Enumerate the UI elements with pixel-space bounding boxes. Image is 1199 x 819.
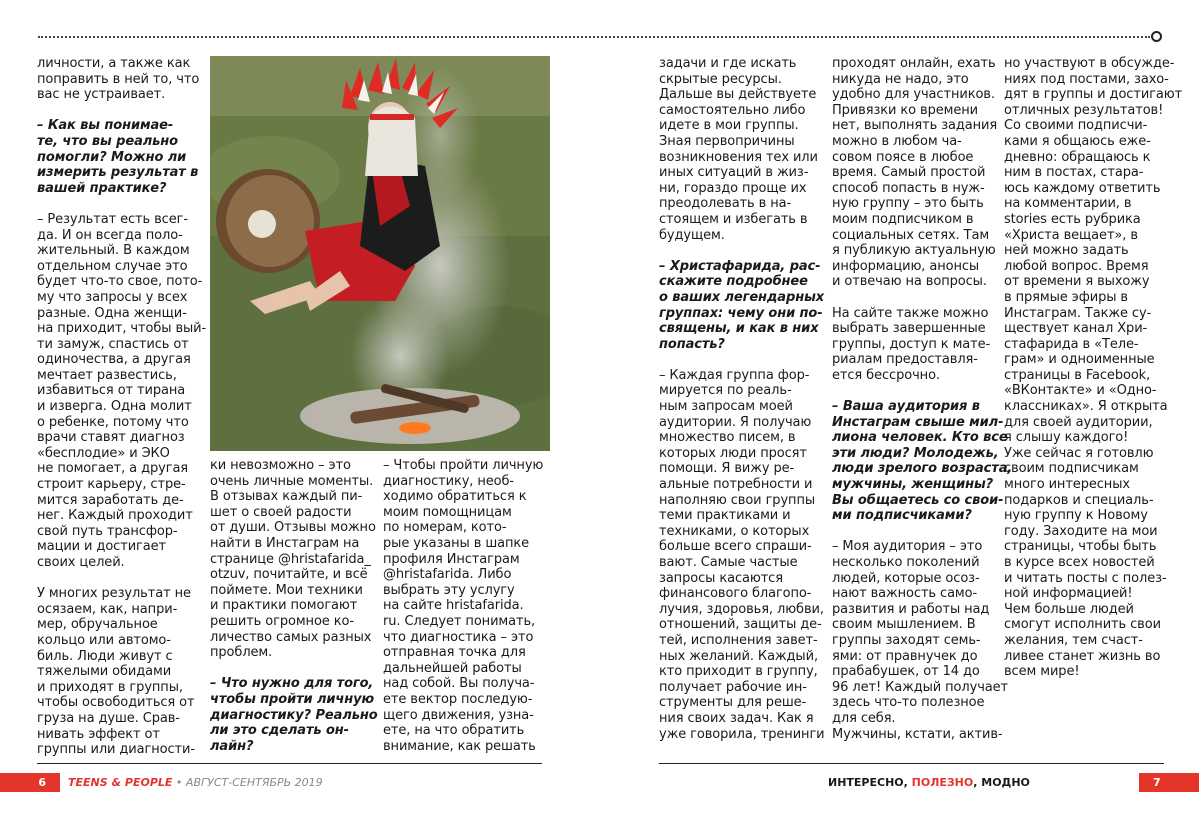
text-line: социальных сетях. Там [832, 227, 990, 243]
col4-paragraph-1 [659, 56, 821, 243]
text-line: отличных результатов! [1004, 102, 1164, 118]
text-line: тей, исполнения завет- [659, 632, 818, 648]
text-line: «Христа вещает», в [1004, 227, 1138, 243]
text-line: строит карьеру, стре- [37, 477, 186, 493]
text-line: для своей аудитории, [1004, 414, 1153, 430]
text-line: моим подписчиком в [832, 211, 974, 227]
text-line: в прямые эфиры в [1004, 289, 1128, 305]
text-line: поправить в ней то, что [37, 71, 200, 87]
text-line: ете, на что обратить [383, 723, 525, 739]
text-line: Инстаграм свыше мил- [832, 414, 1004, 430]
text-line: – Моя аудитория – это [832, 539, 983, 555]
text-line: отношений, защиты де- [659, 617, 822, 633]
text-line: нет, выполнять задания [832, 118, 998, 134]
text-line: ете вектор последую- [383, 691, 533, 707]
text-line: ниях под постами, захо- [1004, 71, 1169, 87]
text-line: У многих результат не [37, 586, 191, 602]
col2-question-1 [210, 676, 378, 754]
text-line: вас не устраивает. [37, 87, 166, 103]
text-line: ми подписчиками? [832, 508, 972, 524]
text-line: ки невозможно – это [210, 458, 351, 473]
text-line: otzuv, почитайте, и всё [210, 567, 368, 583]
text-line: ни, гораздо проще их [659, 180, 807, 196]
col5-paragraph-1 [832, 56, 998, 290]
text-line: «ВКонтакте» и «Одно- [1004, 383, 1157, 399]
text-line: возникновения тех или [659, 149, 818, 165]
text-line: финансового благопо- [659, 586, 812, 602]
text-line: ru. Следует понимать, [383, 613, 536, 629]
text-line: группы заходят семь- [832, 632, 981, 648]
text-line: лиона человек. Кто все [832, 430, 1008, 446]
text-line: страницы, чтобы быть [1004, 539, 1157, 555]
text-line: аудитории. Я получаю [659, 414, 812, 430]
text-line: чтобы освободиться от [37, 695, 195, 711]
article-column-6 [1004, 56, 1183, 695]
text-line: мужчины, женщины? [832, 477, 994, 493]
text-line: попасть? [659, 336, 725, 352]
text-line: задачи и где искать [659, 56, 797, 71]
rule-end-circle [1151, 31, 1162, 42]
text-line: – Христафарида, рас- [659, 258, 821, 274]
text-line: люди зрелого возраста, [832, 461, 1013, 477]
shaman-drum-photo [210, 56, 550, 451]
text-line: очень личные моменты. [210, 473, 374, 489]
text-line: да. И он всегда поло- [37, 227, 183, 243]
text-line: рые указаны в шапке [383, 535, 530, 551]
text-line: больше всего спраши- [659, 539, 812, 555]
text-line: внимание, как решать [383, 738, 536, 754]
col5-answer-1 [832, 539, 1009, 742]
text-line: помогли? Можно ли [37, 149, 187, 165]
text-line: профиля Инстаграм [383, 551, 520, 567]
text-line: по номерам, кото- [383, 520, 507, 536]
text-line: дят в группы и достигают [1004, 87, 1183, 103]
text-line: группы или диагности- [37, 742, 195, 758]
text-line: избавиться от тирана [37, 383, 186, 399]
text-line: на сайте hristafarida. [383, 598, 524, 614]
text-line: Уже сейчас я готовлю [1004, 445, 1154, 461]
slogan-part-3: , МОДНО [973, 776, 1030, 789]
text-line: ется бессрочно. [832, 367, 940, 383]
text-line: личности, а также как [37, 56, 191, 71]
text-line: для себя. [832, 710, 896, 726]
text-line: диагностику? Реально [210, 707, 378, 723]
text-line: мится заработать де- [37, 492, 184, 508]
text-line: ти замуж, спастись от [37, 336, 189, 352]
text-line: подарков и специаль- [1004, 492, 1154, 508]
text-line: и приходят в группы, [37, 679, 183, 695]
text-line: – Ваша аудитория в [832, 399, 980, 415]
text-line: людей, которые осоз- [832, 570, 980, 586]
text-line: прабабушек, от 14 до [832, 664, 980, 680]
text-line: биль. Люди живут с [37, 648, 173, 664]
text-line: врачи ставят диагноз [37, 430, 185, 446]
text-line: множество писем, в [659, 430, 796, 446]
col1-paragraph-1 [37, 56, 200, 103]
text-line: классниках». Я открыта [1004, 399, 1168, 415]
text-line: грам» и одноименные [1004, 352, 1155, 368]
text-line: запросы касаются [659, 570, 783, 586]
text-line: всем мире! [1004, 664, 1080, 680]
text-line: ную группу к Новому [1004, 508, 1148, 524]
slogan-part-2: ПОЛЕЗНО [911, 776, 974, 789]
text-line: stories есть рубрика [1004, 211, 1141, 227]
text-line: удобно для участников. [832, 87, 995, 103]
text-line: лайн? [210, 738, 254, 754]
text-line: му что запросы у всех [37, 289, 188, 305]
text-line: одиночества, а другая [37, 352, 191, 368]
text-line: способ попасть в нуж- [832, 180, 985, 196]
col1-question-1 [37, 118, 197, 196]
text-line: время. Самый простой [832, 165, 986, 181]
text-line: совом поясе в любое [832, 149, 974, 165]
col5-paragraph-2 [832, 306, 994, 384]
text-line: группах: чему они по- [659, 305, 823, 321]
text-line: поймете. Мои техники [210, 582, 363, 598]
text-line: и изверга. Одна молит [37, 399, 192, 415]
article-column-4 [659, 56, 825, 758]
article-column-1 [37, 56, 207, 773]
text-line: груза на душе. Срав- [37, 710, 180, 726]
text-line: свой путь трансфор- [37, 523, 178, 539]
text-line: о ваших легендарных [659, 289, 825, 305]
col1-paragraph-2 [37, 586, 197, 758]
magazine-brand [68, 775, 323, 790]
text-line: информацию, анонсы [832, 258, 980, 274]
text-line: «бесплодие» и ЭКО [37, 445, 170, 461]
text-line: – Каждая группа фор- [659, 367, 810, 383]
text-line: отправная точка для [383, 645, 526, 661]
text-line: о ребенке, потому что [37, 414, 189, 430]
text-line: своим подписчикам [1004, 461, 1139, 477]
text-line: нают важность само- [832, 586, 978, 602]
text-line: и отвечаю на вопросы. [832, 274, 987, 290]
text-line: @hristafarida. Либо [383, 567, 512, 583]
brand-name: TEENS & PEOPLE [68, 776, 173, 789]
text-line: от времени я выхожу [1004, 274, 1150, 290]
text-line: те, что вы реально [37, 133, 178, 149]
text-line: ным запросам моей [659, 399, 793, 415]
text-line: ками я общаюсь еже- [1004, 133, 1151, 149]
article-column-5 [832, 56, 1013, 758]
text-line: иных ситуаций в жиз- [659, 165, 809, 181]
text-line: юсь каждому ответить [1004, 180, 1161, 196]
text-line: – Как вы понимае- [37, 118, 174, 134]
text-line: дневно: обращаюсь к [1004, 149, 1151, 165]
text-line: ходимо обратиться к [383, 489, 527, 505]
text-line: ществует канал Хри- [1004, 321, 1148, 337]
text-line: кто приходит в группу, [659, 664, 818, 680]
text-line: тяжелыми обидами [37, 664, 172, 680]
left-page-number: 6 [0, 773, 60, 792]
col2-paragraph-1 [210, 458, 376, 661]
text-line: на комментарии, в [1004, 196, 1132, 212]
text-line: священы, и как в них [659, 321, 819, 337]
text-line: – Чтобы пройти личную [383, 458, 544, 473]
text-line: струменты для реше- [659, 695, 807, 711]
text-line: помощи. Я вижу ре- [659, 461, 795, 477]
text-line: смогут исполнить свои [1004, 617, 1161, 633]
text-line: Чем больше людей [1004, 601, 1134, 617]
text-line: шет о своей радости [210, 504, 352, 520]
text-line: – Что нужно для того, [210, 676, 374, 692]
col3-paragraph-1 [383, 458, 548, 754]
text-line: нивать эффект от [37, 726, 160, 742]
text-line: уже говорила, тренинги [659, 726, 825, 742]
text-line: ных желаний. Каждый, [659, 648, 818, 664]
text-line: вают. Самые частые [659, 555, 798, 570]
article-column-2 [210, 458, 378, 770]
text-line: измерить результат в [37, 165, 199, 181]
text-line: Вы общаетесь со свои- [832, 492, 1004, 508]
text-line: дальнейшей работы [383, 660, 522, 676]
text-line: не помогает, а другая [37, 461, 189, 477]
text-line: ним в постах, стара- [1004, 165, 1144, 181]
text-line: На сайте также можно [832, 305, 989, 321]
text-line: вашей практике? [37, 180, 167, 196]
text-line: личество самых разных [210, 629, 372, 645]
text-line: развития и работы над [832, 601, 990, 617]
text-line: щего движения, узна- [383, 707, 534, 723]
text-line: преодолевать в на- [659, 196, 792, 212]
text-line: здесь что-то полезное [832, 695, 985, 711]
text-line: будет что-то свое, пото- [37, 274, 203, 290]
col4-answer-1 [659, 367, 825, 742]
text-line: ли это сделать он- [210, 723, 349, 739]
text-line: риалам предоставля- [832, 352, 978, 368]
text-line: проходят онлайн, ехать [832, 56, 996, 71]
text-line: и читать посты с полез- [1004, 570, 1167, 586]
text-line: группы, доступ к мате- [832, 336, 991, 352]
text-line: 96 лет! Каждый получает [832, 679, 1009, 695]
text-line: теми практиками и [659, 508, 791, 524]
text-line: диагностику, необ- [383, 473, 515, 489]
text-line: стоящем и избегать в [659, 211, 808, 227]
text-line: найти в Инстаграм на [210, 535, 360, 551]
text-line: которых люди просят [659, 445, 807, 461]
text-line: своим мышлением. В [832, 617, 976, 633]
magazine-slogan [828, 775, 1030, 790]
text-line: – Результат есть всег- [37, 211, 188, 227]
article-column-3 [383, 458, 548, 770]
slogan-part-1: ИНТЕРЕСНО, [828, 776, 912, 789]
text-line: на приходит, чтобы вый- [37, 321, 207, 337]
text-line: Привязки ко времени [832, 102, 979, 118]
text-line: чтобы пройти личную [210, 691, 374, 707]
text-line: Дальше вы действуете [659, 87, 817, 103]
text-line: мируется по реаль- [659, 383, 792, 399]
text-line: скажите подробнее [659, 274, 808, 290]
text-line: Со своими подписчи- [1004, 118, 1148, 134]
text-line: но участвуют в обсужде- [1004, 56, 1175, 71]
text-line: самостоятельно либо [659, 102, 806, 118]
text-line: я публикую актуальную [832, 243, 996, 259]
text-line: ней можно задать [1004, 243, 1129, 259]
bottom-rule-right [659, 763, 1164, 764]
text-line: нег. Каждый проходит [37, 508, 193, 524]
col4-question-1 [659, 258, 825, 353]
text-line: много интересных [1004, 477, 1130, 493]
text-line: над собой. Вы получа- [383, 676, 535, 692]
text-line: ливее станет жизнь во [1004, 648, 1161, 664]
text-line: жительный. В каждом [37, 243, 190, 259]
text-line: стафарида в «Теле- [1004, 336, 1139, 352]
text-line: В отзывах каждый пи- [210, 489, 363, 505]
text-line: несколько поколений [832, 555, 980, 570]
text-line: Зная первопричины [659, 133, 795, 149]
text-line: выбрать эту услугу [383, 582, 515, 598]
text-line: проблем. [210, 645, 273, 661]
text-line: будущем. [659, 227, 725, 243]
text-line: своих целей. [37, 555, 125, 570]
text-line: ной информацией! [1004, 586, 1133, 602]
text-line: ями: от правнучек до [832, 648, 978, 664]
text-line: я слышу каждого! [1004, 430, 1129, 446]
text-line: мечтает развестись, [37, 367, 177, 383]
text-line: никуда не надо, это [832, 71, 969, 87]
text-line: наполняю свои группы [659, 492, 816, 508]
top-dotted-rule [38, 36, 1150, 38]
text-line: ную группу – это быть [832, 196, 984, 212]
text-line: лучия, здоровья, любви, [659, 601, 824, 617]
text-line: и практики помогают [210, 598, 358, 614]
text-line: странице @hristafarida_ [210, 551, 371, 567]
text-line: в курсе всех новостей [1004, 555, 1155, 570]
col6-paragraph-1 [1004, 56, 1183, 680]
right-page-number: 7 [1139, 773, 1199, 792]
text-line: эти люди? Молодежь, [832, 445, 999, 461]
text-line: можно в любом ча- [832, 133, 962, 149]
text-line: мации и достигает [37, 539, 167, 555]
text-line: моим помощницам [383, 504, 512, 520]
article-photo [210, 56, 550, 451]
text-line: году. Заходите на мои [1004, 523, 1158, 539]
text-line: мер, обручальное [37, 617, 158, 633]
text-line: получает рабочие ин- [659, 679, 807, 695]
brand-bullet: • [172, 776, 186, 789]
text-line: от души. Отзывы можно [210, 520, 376, 536]
text-line: выбрать завершенные [832, 321, 986, 337]
text-line: Инстаграм. Также су- [1004, 305, 1152, 321]
text-line: идете в мои группы. [659, 118, 799, 134]
text-line: скрытые ресурсы. [659, 71, 782, 87]
col1-answer-1 [37, 211, 207, 571]
text-line: осязаем, как, напри- [37, 601, 178, 617]
text-line: техниками, о которых [659, 523, 810, 539]
text-line: решить огромное ко- [210, 613, 354, 629]
text-line: альные потребности и [659, 477, 813, 493]
text-line: разные. Одна женщи- [37, 305, 187, 321]
text-line: кольцо или автомо- [37, 632, 171, 648]
text-line: отдельном случае это [37, 258, 188, 274]
text-line: что диагностика – это [383, 629, 534, 645]
col5-question-1 [832, 399, 1013, 524]
text-line: любой вопрос. Время [1004, 258, 1149, 274]
text-line: Мужчины, кстати, актив- [832, 726, 1003, 742]
text-line: желания, тем счаст- [1004, 632, 1143, 648]
issue-date: АВГУСТ-СЕНТЯБРЬ 2019 [185, 776, 323, 789]
bottom-rule-left [37, 763, 542, 764]
text-line: ния своих задач. Как я [659, 710, 814, 726]
text-line: страницы в Facebook, [1004, 367, 1151, 383]
